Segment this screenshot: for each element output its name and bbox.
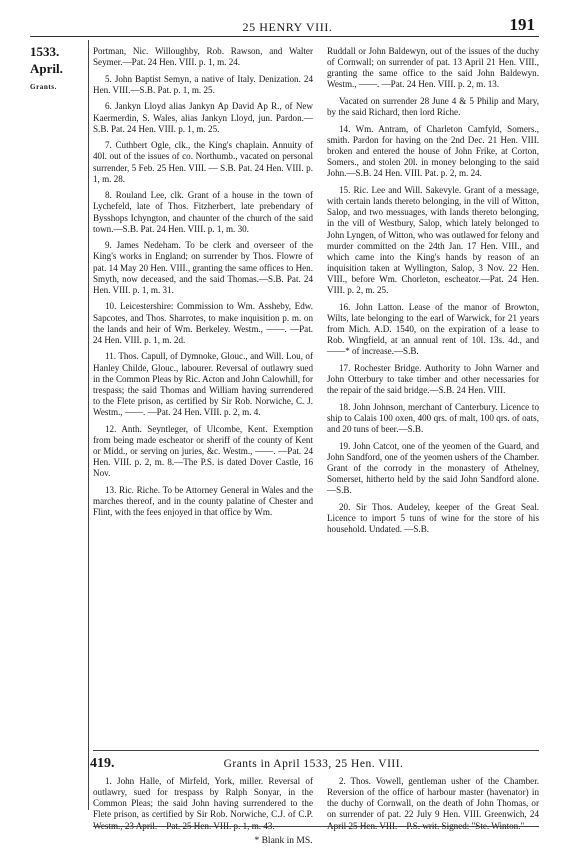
entry: 11. Thos. Capull, of Dymnoke, Glouc., and Will. Lou, of Hanley Childe, Glouc., labourer. Reversal of outlawry sued in the Common Pleas by Ric. Acton and John Calowhill, for trespass; the said Thomas and William having surrendered to the Flete prison, as certified by Sir Rob. Norwiche, C. J. Westm., ——. —Pat. 24 Hen. VIII. p. 2, m. 4. xyxy=(93,351,313,418)
entry: 15. Ric. Lee and Will. Sakevyle. Grant of a message, with certain lands thereto belonging, in the vill of Witton, Salop, and two messuages, with lands thereto belonging, in the vill of Westbury, Salop, which lately belonged to John Lyngen, of Witton, who was outlawed for felony and murder committed on the 24th Jan. 17 Hen. VIII., and which came into the King's hands by reason of an inquisition taken at Wyllington, Salop, 3 Nov. 22 Hen. VIII., before Wm. Chorleton, escheator.—Pat. 24 Hen. VIII. p. 2, m. 25. xyxy=(327,184,539,296)
footnote: * Blank in MS. xyxy=(254,836,313,846)
margin-rule xyxy=(88,40,89,810)
entry: Vacated on surrender 28 June 4 & 5 Philip and Mary, by the said Richard, then lord Riche. xyxy=(327,96,539,118)
entry: 17. Rochester Bridge. Authority to John Warner and John Otterbury to take timber and other necessaries for the repair of the said bridge.—S.B. 24 Hen. VIII. xyxy=(327,363,539,396)
section-title: Grants in April 1533, 25 Hen. VIII. xyxy=(223,758,404,770)
section-heading xyxy=(88,756,539,774)
running-title: 25 HENRY VIII. xyxy=(242,20,333,34)
entry: Ruddall or John Baldewyn, out of the issues of the duchy of Cornwall; on surrender of pat. 13 April 21 Hen. VIII., granting the same office to the said John Baldewyn. Westm., ——. —Pat. 24 Hen. VIII. p. 2, m. 13. xyxy=(327,46,539,90)
entry: 14. Wm. Antram, of Charleton Camfyld, Somers., smith. Pardon for having on the 2nd Dec. 21 Hen. VIII. broken and entered the house of John Frike, at Corton, Somers., and stolen 20l. in money belonging to the said John.—S.B. 24 Hen. VIII. Pat. p. 2, m. 24. xyxy=(327,123,539,179)
footnote-rule xyxy=(93,826,539,827)
entry: 1. John Halle, of Mirfeld, York, miller. Reversal of outlawry, sued for trespass by Ralph Sonyar, in the Common Pleas; the said John having surrendered to the Flete prison, as certified by Sir Rob. Norwiche, C.J. of C.P. Westm., 23 April.—Pat. 25 Hen. VIII. p. 1, m. 43. xyxy=(93,776,313,831)
entry: 8. Rouland Lee, clk. Grant of a house in the town of Lychefeld, late of Thos. Fitzherbert, late prebendary of Bysshops Ichyngton, and chaunter of the church of the said town.—S.B. Pat. 24 Hen. VIII. p. 1, m. 30. xyxy=(93,190,313,234)
section-right-column xyxy=(327,776,539,837)
page-number: 191 xyxy=(509,15,535,34)
margin-year: 1533. xyxy=(30,44,60,59)
entry: 9. James Nedeham. To be clerk and overseer of the King's works in England; on surrender by Thos. Flowre of pat. 14 May 20 Hen. VIII., granting the same offices to Hen. Smyth, now deceased, and the said Thomas.—S.B. Pat. 24 Hen. VIII. p. 1, m. 31. xyxy=(93,240,313,295)
entry: Portman, Nic. Willoughby, Rob. Rawson, and Walter Seymer.—Pat. 24 Hen. VIII. p. 1, m. 24. xyxy=(93,46,313,68)
entry: 18. John Johnson, merchant of Canterbury. Licence to ship to Calais 100 oxen, 400 qrs. of malt, 100 qrs. of oats, and 20 tuns of beer.—S.B. xyxy=(327,401,539,435)
right-column xyxy=(327,46,539,541)
section-rule xyxy=(93,750,539,751)
entry: 19. John Catcot, one of the yeomen of the Guard, and John Sandford, one of the yeomen ushers of the Chamber. Grant of the corrody in the monastery of Athelney, Somerset, hitherto held by the said John Sandford alone.—S.B. xyxy=(327,440,539,496)
entry: 7. Cuthbert Ogle, clk., the King's chaplain. Annuity of 40l. out of the issues of co. Northumb., vacated on personal surrender, 5 Feb. 25 Hen. VIII. — S.B. Pat. 24 Hen. VIII. p. 1, m. 28. xyxy=(93,140,313,184)
entry: 2. Thos. Vowell, gentleman usher of the Chamber. Reversion of the office of harbour master (havenator) in the duchy of Cornwall, on the death of John Thomas, or on surrender of pat. 22 July 9 Hen. VIII. Greenwich, 24 April 25 Hen. VIII.—P.S. writ. Signed: "Ste. Winton." xyxy=(327,776,539,831)
header-rule xyxy=(30,36,539,37)
entry: 13. Ric. Riche. To be Attorney General in Wales and the marches thereof, and in the county palatine of Chester and Flint, with the fees enjoyed in that office by Wm. xyxy=(93,484,313,518)
margin-month: April. xyxy=(30,61,63,76)
entry: 20. Sir Thos. Audeley, keeper of the Great Seal. Licence to import 5 tuns of wine for the store of his household. Undated. —S.B. xyxy=(327,501,539,535)
entry: 12. Anth. Seyntleger, of Ulcombe, Kent. Exemption from being made escheator or sheriff of the county of Kent or Midd., or serving on juries, &c. Westm., ——. —Pat. 24 Hen. VIII. p. 2, m. 8.—The P.S. is dated Dover Castle, 16 Nov. xyxy=(93,423,313,479)
entry: 5. John Baptist Semyn, a native of Italy. Denization. 24 Hen. VIII.—S.B. Pat. p. 1, m. 25. xyxy=(93,73,313,95)
entry: 10. Leicestershire: Commission to Wm. Assheby, Edw. Sapcotes, and Thos. Sharrotes, to make inquisition p. m. on the lands and heir of Wm. Berkeley. Westm., ——. —Pat. 24 Hen. VIII. p. 1, m. 2d. xyxy=(93,301,313,345)
section-number: 419. xyxy=(90,756,115,771)
margin-notes xyxy=(30,44,86,91)
running-header xyxy=(38,14,537,34)
margin-section-label: Grants. xyxy=(30,83,57,91)
section-left-column xyxy=(93,776,313,837)
entry: 6. Jankyn Lloyd alias Jankyn Ap David Ap R., of New Kaermerdin, S. Wales, alias Jankyn Lloyd, jun. Pardon.—S.B. Pat. 24 Hen. VIII. p. 1, m. 25. xyxy=(93,101,313,134)
entry: 16. John Latton. Lease of the manor of Browton, Wilts, late belonging to the earl of Warwick, for 21 years from Mich. A.D. 1540, on the expiration of a lease to Rob. Wingfield, at an annual rent of 10l. 13s. 4d., and ——* of increase.—S.B. xyxy=(327,301,539,357)
left-column xyxy=(93,46,313,524)
